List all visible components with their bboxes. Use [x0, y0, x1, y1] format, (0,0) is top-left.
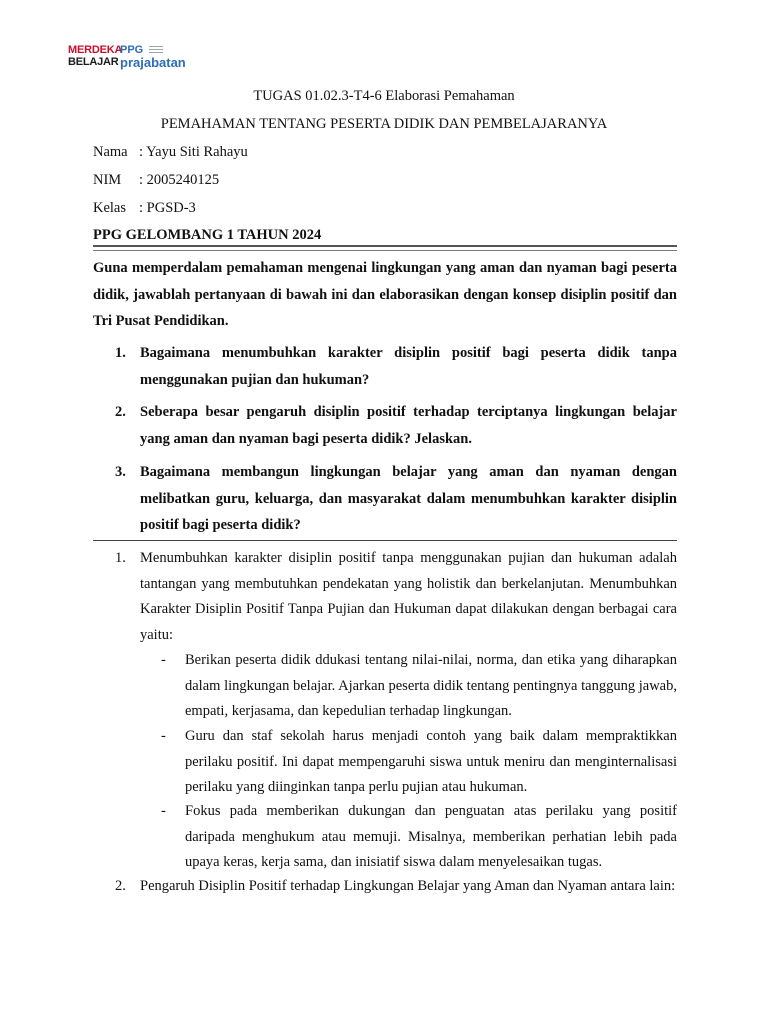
logo-lines-icon [149, 46, 163, 55]
double-divider [93, 245, 677, 251]
nim-row [93, 172, 219, 189]
bullet-item [161, 724, 677, 801]
bullet-item [161, 799, 677, 876]
logo-ppg: PPG [120, 44, 144, 56]
subject-title: PEMAHAMAN TENTANG PESERTA DIDIK DAN PEMBELAJARANYA [160, 116, 608, 132]
batch-heading: PPG GELOMBANG 1 TAHUN 2024 [93, 227, 322, 243]
class-label: Kelas [93, 200, 127, 216]
intro-paragraph: Guna memperdalam pemahaman mengenai lingkungan yang aman dan nyaman bagi peserta didik, jawablah pertanyaan di bawah ini dan elaborasikan dengan konsep disiplin positif dan Tri Pusat Pendidikan. [93, 260, 677, 329]
name-row [93, 144, 248, 161]
question-text: Bagaimana menumbuhkan karakter disiplin positif bagi peserta didik tanpa menggunakan pujian dan hukuman? [140, 345, 677, 388]
answer-item [115, 874, 677, 900]
question-number: 1. [115, 345, 126, 361]
merdeka-belajar-wordmark [68, 44, 122, 68]
answer-text: Menumbuhkan karakter disiplin positif tanpa menggunakan pujian dan hukuman adalah tantangan yang membutuhkan pendekatan yang holistik dan berkelanjutan. Menumbuhkan Karakter Disiplin Positif Tanpa Pujian dan Hukuman dapat dilakukan dengan berbagai cara yaitu: [140, 550, 677, 643]
question-text: Bagaimana membangun lingkungan belajar yang aman dan nyaman dengan melibatkan guru, keluarga, dan masyarakat dalam menumbuhkan karakter disiplin positif bagi peserta didik? [140, 464, 677, 533]
nim-label: NIM [93, 172, 122, 188]
answer-text: Pengaruh Disiplin Positif terhadap Lingkungan Belajar yang Aman dan Nyaman antara lain: [140, 878, 676, 894]
question-item [115, 399, 677, 452]
question-text: Seberapa besar pengaruh disiplin positif terhadap terciptanya lingkungan belajar yang aman dan nyaman bagi peserta didik? Jelaskan. [140, 404, 677, 447]
question-item [115, 340, 677, 393]
task-title: TUGAS 01.02.3-T4-6 Elaborasi Pemahaman [253, 88, 515, 104]
bullet-dash: - [161, 728, 166, 744]
bullet-dash: - [161, 652, 166, 668]
answer-number: 2. [115, 878, 126, 894]
logo-belajar: BELAJAR [68, 56, 119, 68]
class-value: : PGSD-3 [139, 200, 196, 216]
merdeka-belajar-ppg-logo [68, 44, 208, 72]
class-row [93, 200, 196, 217]
answer-number: 1. [115, 550, 126, 566]
logo-merdeka: MERDEKA [68, 44, 123, 56]
nim-value: : 2005240125 [139, 172, 220, 188]
logo-prajabatan: prajabatan [120, 55, 186, 70]
name-value: : Yayu Siti Rahayu [139, 144, 248, 160]
question-item [115, 459, 677, 539]
bullet-text: Guru dan staf sekolah harus menjadi contoh yang baik dalam mempraktikkan perilaku positif. Ini dapat mempengaruhi siswa untuk meniru dan menginternalisasi perilaku yang diinginkan tanpa perlu pujian atau hukuman. [185, 728, 677, 795]
bullet-text: Fokus pada memberikan dukungan dan penguatan atas perilaku yang positif daripada menghukum atau memuji. Misalnya, memberikan perhatian lebih pada upaya keras, kerja sama, dan inisiatif siswa dalam menyelesaikan tugas. [185, 803, 677, 870]
question-number: 3. [115, 464, 126, 480]
question-number: 2. [115, 404, 126, 420]
bullet-text: Berikan peserta didik ddukasi tentang nilai-nilai, norma, dan etika yang diharapkan dalam lingkungan belajar. Ajarkan peserta didik tentang pentingnya tanggung jawab, empati, kerjasama, dan kepedulian terhadap lingkungan. [185, 652, 677, 719]
name-label: Nama [93, 144, 128, 160]
bullet-dash: - [161, 803, 166, 819]
bullet-item [161, 648, 677, 725]
section-divider [93, 540, 677, 541]
answer-item [115, 546, 677, 648]
